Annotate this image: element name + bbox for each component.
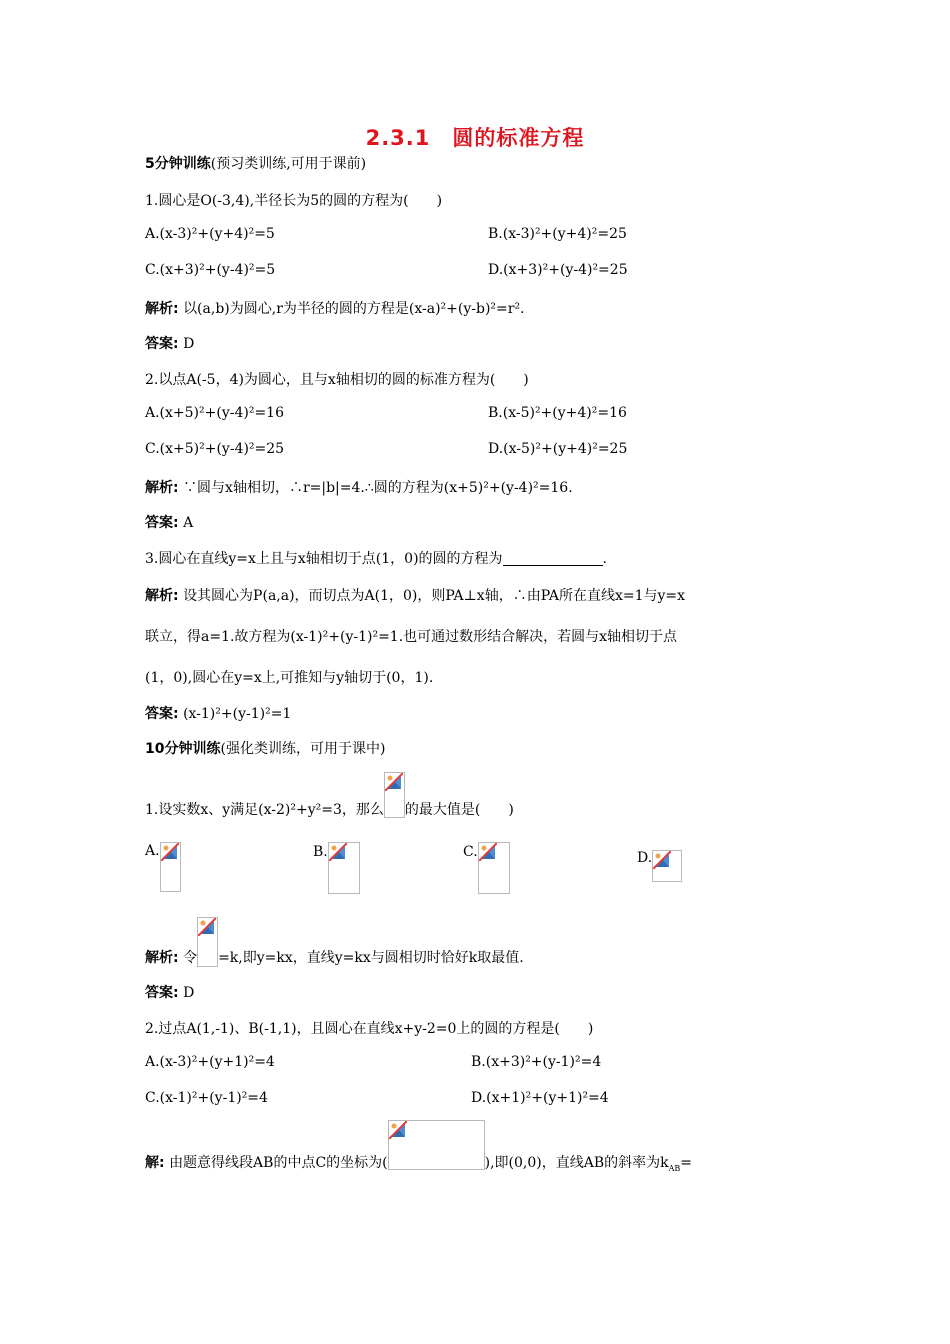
answer-text: D	[183, 336, 195, 352]
analysis-text: 设其圆心为P(a,a)，而切点为A(1，0)，则PA⊥x轴，∴由PA所在直线x=1与y=x	[183, 588, 686, 604]
answer-label: 答案:	[145, 336, 179, 352]
answer-blank	[503, 551, 603, 566]
broken-image-icon	[384, 772, 405, 818]
answer-label: 答案:	[145, 515, 179, 531]
q5-option-d: D.(x+1)²+(y+1)²=4	[471, 1090, 609, 1106]
q4-answer	[145, 982, 194, 1002]
q5-option-a: A.(x-3)²+(y+1)²=4	[145, 1054, 275, 1070]
q4-option-d	[637, 850, 682, 882]
q3-analysis-line-1	[145, 585, 685, 605]
page-title: 2.3.1 圆的标准方程	[365, 126, 585, 150]
option-label: D.	[637, 850, 653, 866]
analysis-text: =k,即y=kx，直线y=kx与圆相切时恰好k取最值.	[218, 950, 524, 966]
answer-text: A	[183, 515, 194, 531]
question-5-stem: 2.过点A(1,-1)、B(-1,1)，且圆心在直线x+y-2=0上的圆的方程是( )	[145, 1021, 594, 1037]
analysis-label: 解析:	[145, 588, 179, 604]
q2-analysis	[145, 477, 573, 497]
q4-option-b	[313, 842, 360, 894]
answer-label: 答案:	[145, 985, 179, 1001]
solution-label: 解:	[145, 1155, 165, 1171]
section-heading-5min	[145, 153, 366, 173]
q3-answer	[145, 703, 291, 723]
q1-answer	[145, 333, 194, 353]
answer-label: 答案:	[145, 706, 179, 722]
analysis-text: 令	[183, 950, 198, 966]
q1-option-b: B.(x-3)²+(y+4)²=25	[488, 226, 627, 242]
broken-image-icon	[478, 842, 510, 894]
q1-option-a: A.(x-3)²+(y+4)²=5	[145, 226, 275, 242]
section-heading-10min	[145, 738, 385, 758]
q1-option-d: D.(x+3)²+(y-4)²=25	[488, 262, 628, 278]
option-label: B.	[313, 844, 328, 860]
question-text: 的最大值是( )	[404, 802, 514, 818]
section-note: (预习类训练,可用于课前)	[210, 156, 367, 172]
q5-option-c: C.(x-1)²+(y-1)²=4	[145, 1090, 268, 1106]
q2-option-c: C.(x+5)²+(y-4)²=25	[145, 441, 285, 457]
section-title: 10分钟训练	[145, 741, 221, 757]
q1-option-c: C.(x+3)²+(y-4)²=5	[145, 262, 276, 278]
q3-analysis-line-3: (1，0),圆心在y=x上,可推知与y轴切于(0，1).	[145, 670, 434, 686]
q4-option-c	[463, 842, 510, 894]
option-label: A.	[145, 843, 160, 859]
question-text: 1.设实数x、y满足(x-2)²+y²=3，那么	[145, 802, 384, 818]
q2-option-d: D.(x-5)²+(y+4)²=25	[488, 441, 628, 457]
q5-solution	[145, 1120, 692, 1172]
answer-text: D	[183, 985, 195, 1001]
broken-image-icon	[160, 842, 181, 892]
q2-answer	[145, 512, 193, 532]
analysis-label: 解析:	[145, 301, 179, 317]
question-3-stem	[145, 548, 607, 568]
q5-option-b: B.(x+3)²+(y-1)²=4	[471, 1054, 602, 1070]
section-note: (强化类训练，可用于课中)	[220, 741, 386, 757]
option-label: C.	[463, 844, 478, 860]
section-title: 5分钟训练	[145, 156, 211, 172]
q4-option-a	[145, 842, 181, 892]
answer-text: (x-1)²+(y-1)²=1	[183, 706, 292, 722]
q2-option-a: A.(x+5)²+(y-4)²=16	[145, 405, 284, 421]
broken-image-icon	[652, 850, 682, 882]
question-4-stem	[145, 772, 514, 822]
q3-analysis-line-2: 联立，得a=1.故方程为(x-1)²+(y-1)²=1.也可通过数形结合解决，若圆与x轴相切于点	[145, 629, 678, 645]
broken-image-icon	[197, 917, 218, 967]
solution-text: =	[680, 1155, 693, 1171]
q2-option-b: B.(x-5)²+(y+4)²=16	[488, 405, 627, 421]
analysis-text: ∵圆与x轴相切，∴r=|b|=4.∴圆的方程为(x+5)²+(y-4)²=16.	[183, 480, 573, 496]
analysis-label: 解析:	[145, 950, 179, 966]
question-1-stem: 1.圆心是O(-3,4),半径长为5的圆的方程为( )	[145, 193, 443, 209]
analysis-text: 以(a,b)为圆心,r为半径的圆的方程是(x-a)²+(y-b)²=r².	[183, 301, 525, 317]
question-text: 3.圆心在直线y=x上且与x轴相切于点(1，0)的圆的方程为	[145, 551, 503, 567]
solution-text: ),即(0,0)，直线AB的斜率为k	[484, 1155, 669, 1171]
broken-image-icon	[388, 1120, 485, 1170]
question-end: .	[602, 551, 607, 567]
slope-subscript: AB	[668, 1164, 681, 1173]
solution-text: 由题意得线段AB的中点C的坐标为(	[169, 1155, 388, 1171]
question-2-stem: 2.以点A(-5，4)为圆心，且与x轴相切的圆的标准方程为( )	[145, 372, 529, 388]
broken-image-icon	[328, 842, 360, 894]
analysis-label: 解析:	[145, 480, 179, 496]
q4-analysis	[145, 917, 524, 967]
q1-analysis	[145, 298, 525, 318]
